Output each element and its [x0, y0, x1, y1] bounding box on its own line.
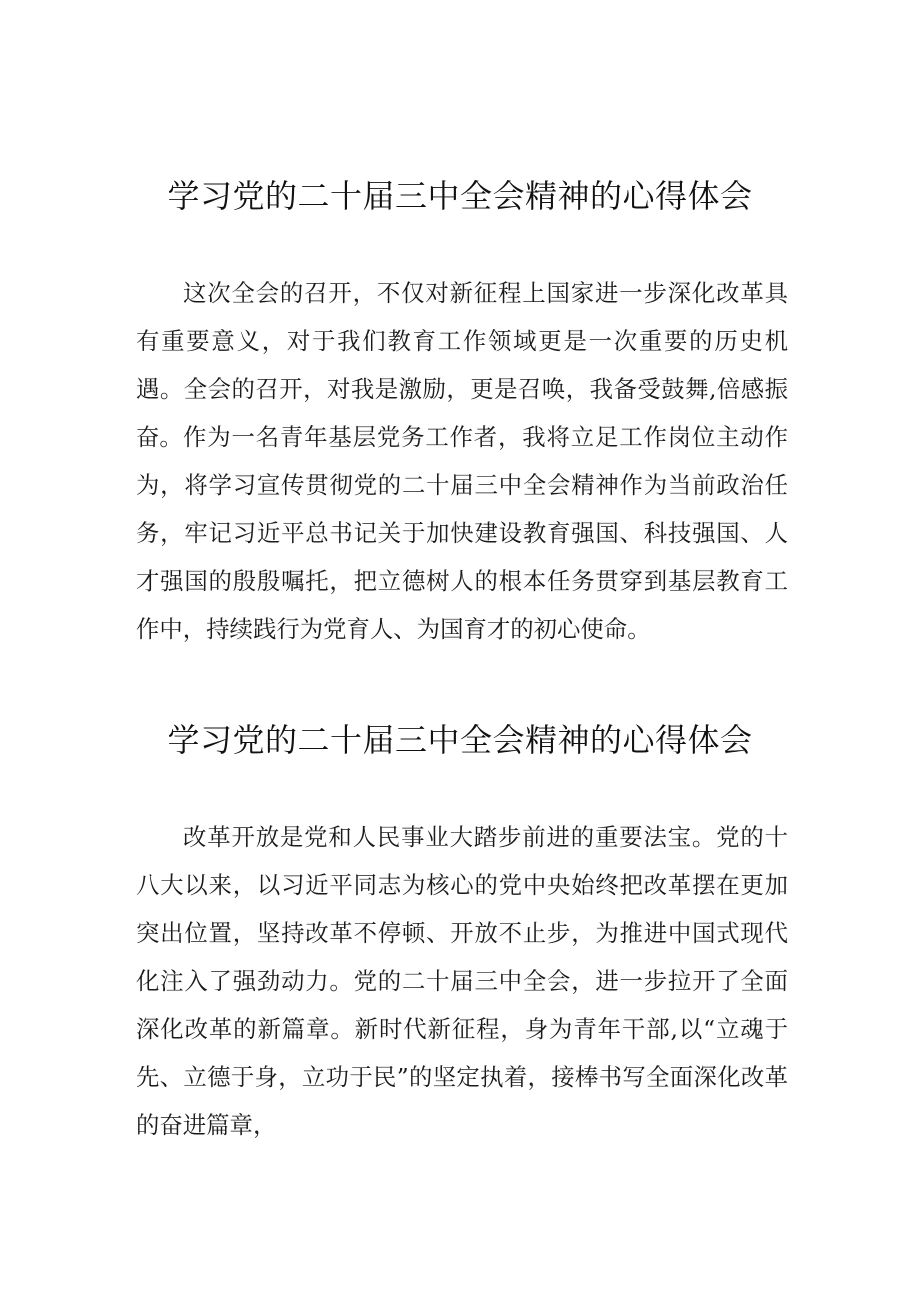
- section-1-title: 学习党的二十届三中全会精神的心得体会: [167, 177, 753, 215]
- section-2-title: 学习党的二十届三中全会精神的心得体会: [167, 721, 753, 759]
- section-2-paragraph-1: 改革开放是党和人民事业大踏步前进的重要法宝。党的十八大以来，以习近平同志为核心的党中央始终把改革摆在更加突出位置，坚持改革不停顿、开放不止步，为推进中国式现代化注入了强劲动力。党的二十届三中全会，进一步拉开了全面深化改革的新篇章。新时代新征程，身为青年干部,以“立魂于先、立德于身，立功于民”的坚定执着，接棒书写全面深化改革的奋进篇章，: [136, 823, 788, 1139]
- section-1-paragraph-2: 作为一名青年基层党务工作者，我将立足工作岗位主动作为，将学习宣传贯彻党的二十届三中全会精神作为当前政治任务，牢记习近平总书记关于加快建设教育强国、科技强国、人才强国的殷殷嘱托，把立德树人的根本任务贯穿到基层教育工作中，持续践行为党育人、为国育才的初心使命。: [136, 423, 788, 643]
- section-1-paragraph-1: 这次全会的召开，不仅对新征程上国家进一步深化改革具有重要意义，对于我们教育工作领域更是一次重要的历史机遇。全会的召开，对我是激励，更是召唤，我备受鼓舞,倍感振奋。: [136, 279, 788, 451]
